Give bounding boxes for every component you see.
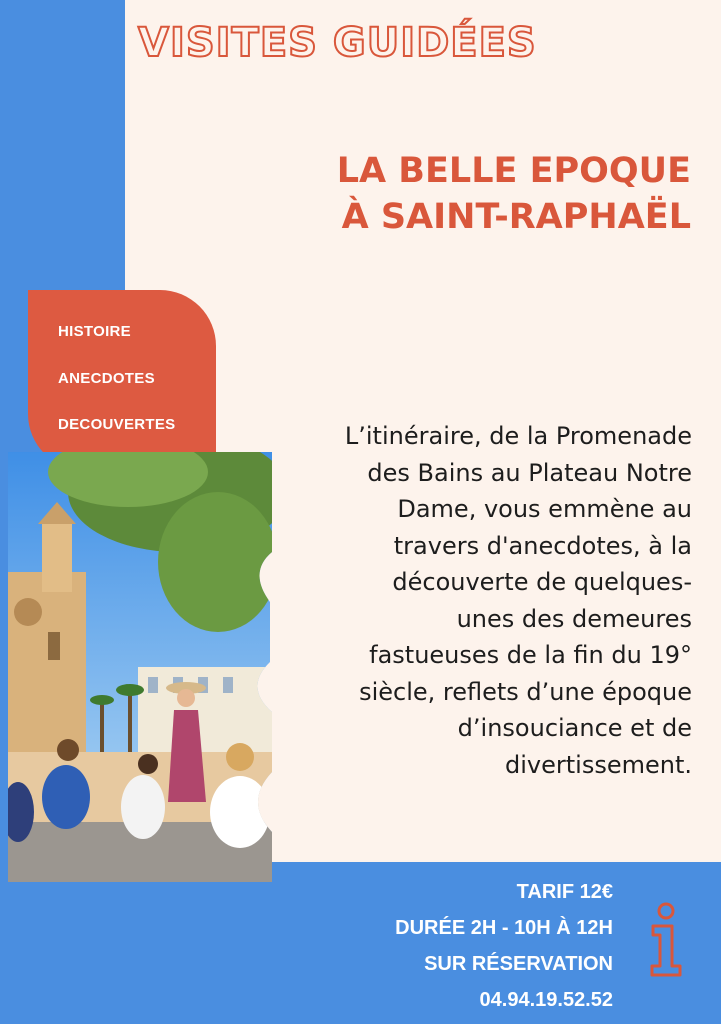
booking-text: SUR RÉSERVATION — [424, 953, 613, 975]
tour-photo-illustration — [8, 452, 272, 882]
description-line: travers d'anecdotes, à la — [393, 531, 692, 560]
description-line: fastueuses de la fin du 19° — [369, 641, 692, 669]
tag-anecdotes: ANECDOTES — [58, 370, 155, 387]
info-icon — [646, 902, 686, 983]
tag-decouvertes: DECOUVERTES — [58, 416, 176, 433]
description-line: unes des demeures — [456, 604, 692, 633]
description-line: L’itinéraire, de la Promenade — [344, 422, 692, 450]
tag-histoire: HISTOIRE — [58, 323, 131, 340]
description-line: divertissement. — [505, 750, 692, 779]
title-line-1: LA BELLE EPOQUE — [336, 151, 691, 191]
description — [285, 418, 692, 783]
page-kicker: VISITES GUIDÉES — [138, 20, 537, 66]
practical-info — [395, 874, 613, 1018]
price-text: TARIF 12€ — [516, 881, 613, 903]
duration-text: DURÉE 2H - 10H À 12H — [395, 917, 613, 939]
tour-photo — [8, 452, 272, 882]
description-line: découverte de quelques- — [392, 568, 692, 596]
description-line: des Bains au Plateau Notre — [367, 458, 692, 487]
tags-panel — [28, 290, 216, 470]
description-line: Dame, vous emmène au — [397, 495, 692, 523]
page-title — [337, 148, 691, 240]
phone-number[interactable]: 04.94.19.52.52 — [479, 989, 613, 1011]
description-line: d’insouciance et de — [457, 714, 692, 742]
description-line: siècle, reflets d’une époque — [359, 677, 692, 706]
title-line-2: À SAINT-RAPHAËL — [341, 197, 691, 237]
